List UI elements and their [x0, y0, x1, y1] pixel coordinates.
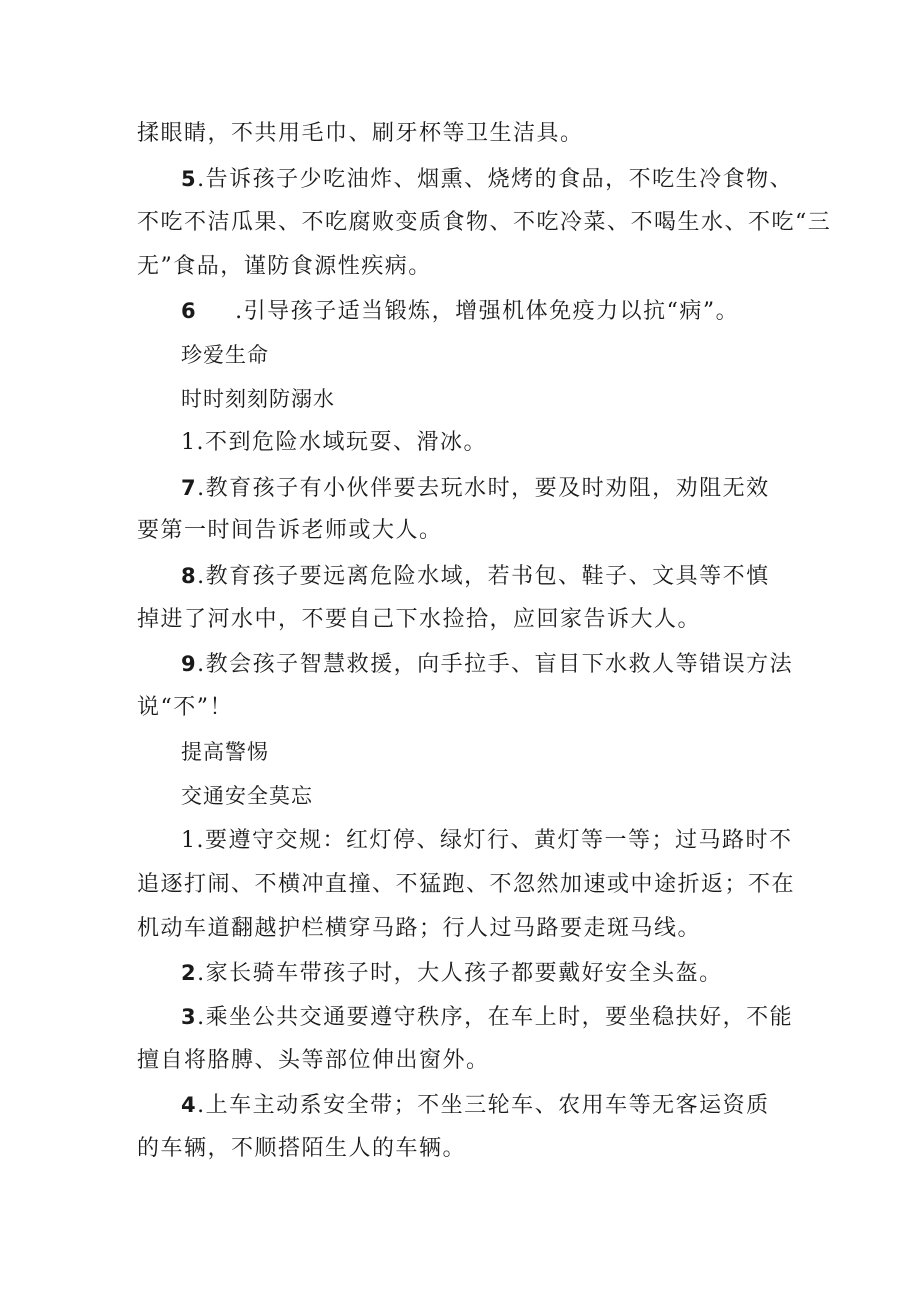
- text-line: .教育孩子要远离危险水域，若书包、鞋子、文具等不慎: [197, 564, 770, 589]
- item-8-line-2: [137, 605, 701, 635]
- item-number: 4: [181, 1093, 198, 1117]
- text-line: 说“不”！: [137, 695, 233, 720]
- traffic-item-1-line-3: [137, 914, 701, 944]
- text-line: 机动车道翻越护栏横穿马路；行人过马路要走斑马线。: [137, 916, 702, 941]
- item-7-line-2: [137, 516, 443, 546]
- text-line: .家长骑车带孩子时，大人孩子都要戴好安全头盔。: [197, 961, 723, 986]
- text-line: 1.要遵守交规：红灯停、绿灯行、黄灯等一等；过马路时不: [181, 828, 793, 853]
- item-5-line-3: [137, 252, 432, 282]
- text-line: 揉眼睛，不共用毛巾、刷牙杯等卫生洁具。: [137, 121, 584, 146]
- item-number: 9: [181, 652, 198, 676]
- item-number: 6: [181, 299, 198, 323]
- text-line: .上车主动系安全带；不坐三轮车、农用车等无客运资质: [197, 1093, 770, 1118]
- item-7-line-1: [181, 473, 770, 504]
- traffic-item-4-line-2: [137, 1134, 466, 1164]
- traffic-item-3-line-1: [181, 1002, 793, 1033]
- drowning-item-1: [181, 428, 487, 458]
- item-9-line-2: [137, 693, 233, 723]
- text-line: 的车辆，不顺搭陌生人的车辆。: [137, 1136, 467, 1161]
- text-line: .乘坐公共交通要遵守秩序，在车上时，要坐稳扶好，不能: [197, 1005, 794, 1030]
- item-number: 3: [181, 1005, 198, 1029]
- item-number: 7: [181, 476, 198, 500]
- traffic-item-1-line-2: [137, 870, 795, 900]
- traffic-item-4-line-1: [181, 1090, 770, 1121]
- item-5-line-2: [137, 208, 831, 238]
- section-heading-cherish-life: 珍爱生命: [181, 343, 269, 367]
- traffic-item-3-line-2: [137, 1046, 490, 1076]
- text-line: 追逐打闹、不横冲直撞、不猛跑、不忽然加速或中途折返；不在: [137, 872, 796, 897]
- paragraph-intro-continuation: [137, 119, 584, 149]
- traffic-item-1-line-1: [181, 826, 793, 856]
- traffic-item-2-line-1: [181, 958, 723, 989]
- section-heading-alert: 提高警惕: [181, 740, 269, 764]
- section-heading-traffic: 交通安全莫忘: [181, 784, 313, 808]
- text-line: .教会孩子智慧救援，向手拉手、盲目下水救人等错误方法: [197, 652, 794, 677]
- item-5-line-1: [181, 164, 793, 195]
- text-line: 1.不到危险水域玩耍、滑冰。: [181, 430, 487, 455]
- text-line: 要第一时间告诉老师或大人。: [137, 518, 443, 543]
- text-line: .告诉孩子少吃油炸、烟熏、烧烤的食品，不吃生冷食物、: [197, 167, 794, 192]
- section-heading-drowning: 时时刻刻防溺水: [181, 387, 335, 411]
- item-number: 8: [181, 564, 198, 588]
- item-number: 5: [181, 167, 198, 191]
- text-line: .教育孩子有小伙伴要去玩水时，要及时劝阻，劝阻无效: [197, 476, 770, 501]
- text-line: 无”食品，谨防食源性疾病。: [137, 254, 432, 279]
- text-line: 掉进了河水中，不要自己下水捡拾，应回家告诉大人。: [137, 607, 702, 632]
- item-9-line-1: [181, 649, 793, 680]
- text-line: 不吃不洁瓜果、不吃腐败变质食物、不吃冷菜、不喝生水、不吃“三: [137, 210, 832, 235]
- text-line: .引导孩子适当锻炼，增强机体免疫力以抗“病”。: [235, 299, 740, 324]
- item-6-line-1: [181, 296, 739, 327]
- item-number: 2: [181, 961, 198, 985]
- text-line: 擅自将胳膊、头等部位伸出窗外。: [137, 1048, 490, 1073]
- item-8-line-1: [181, 561, 770, 592]
